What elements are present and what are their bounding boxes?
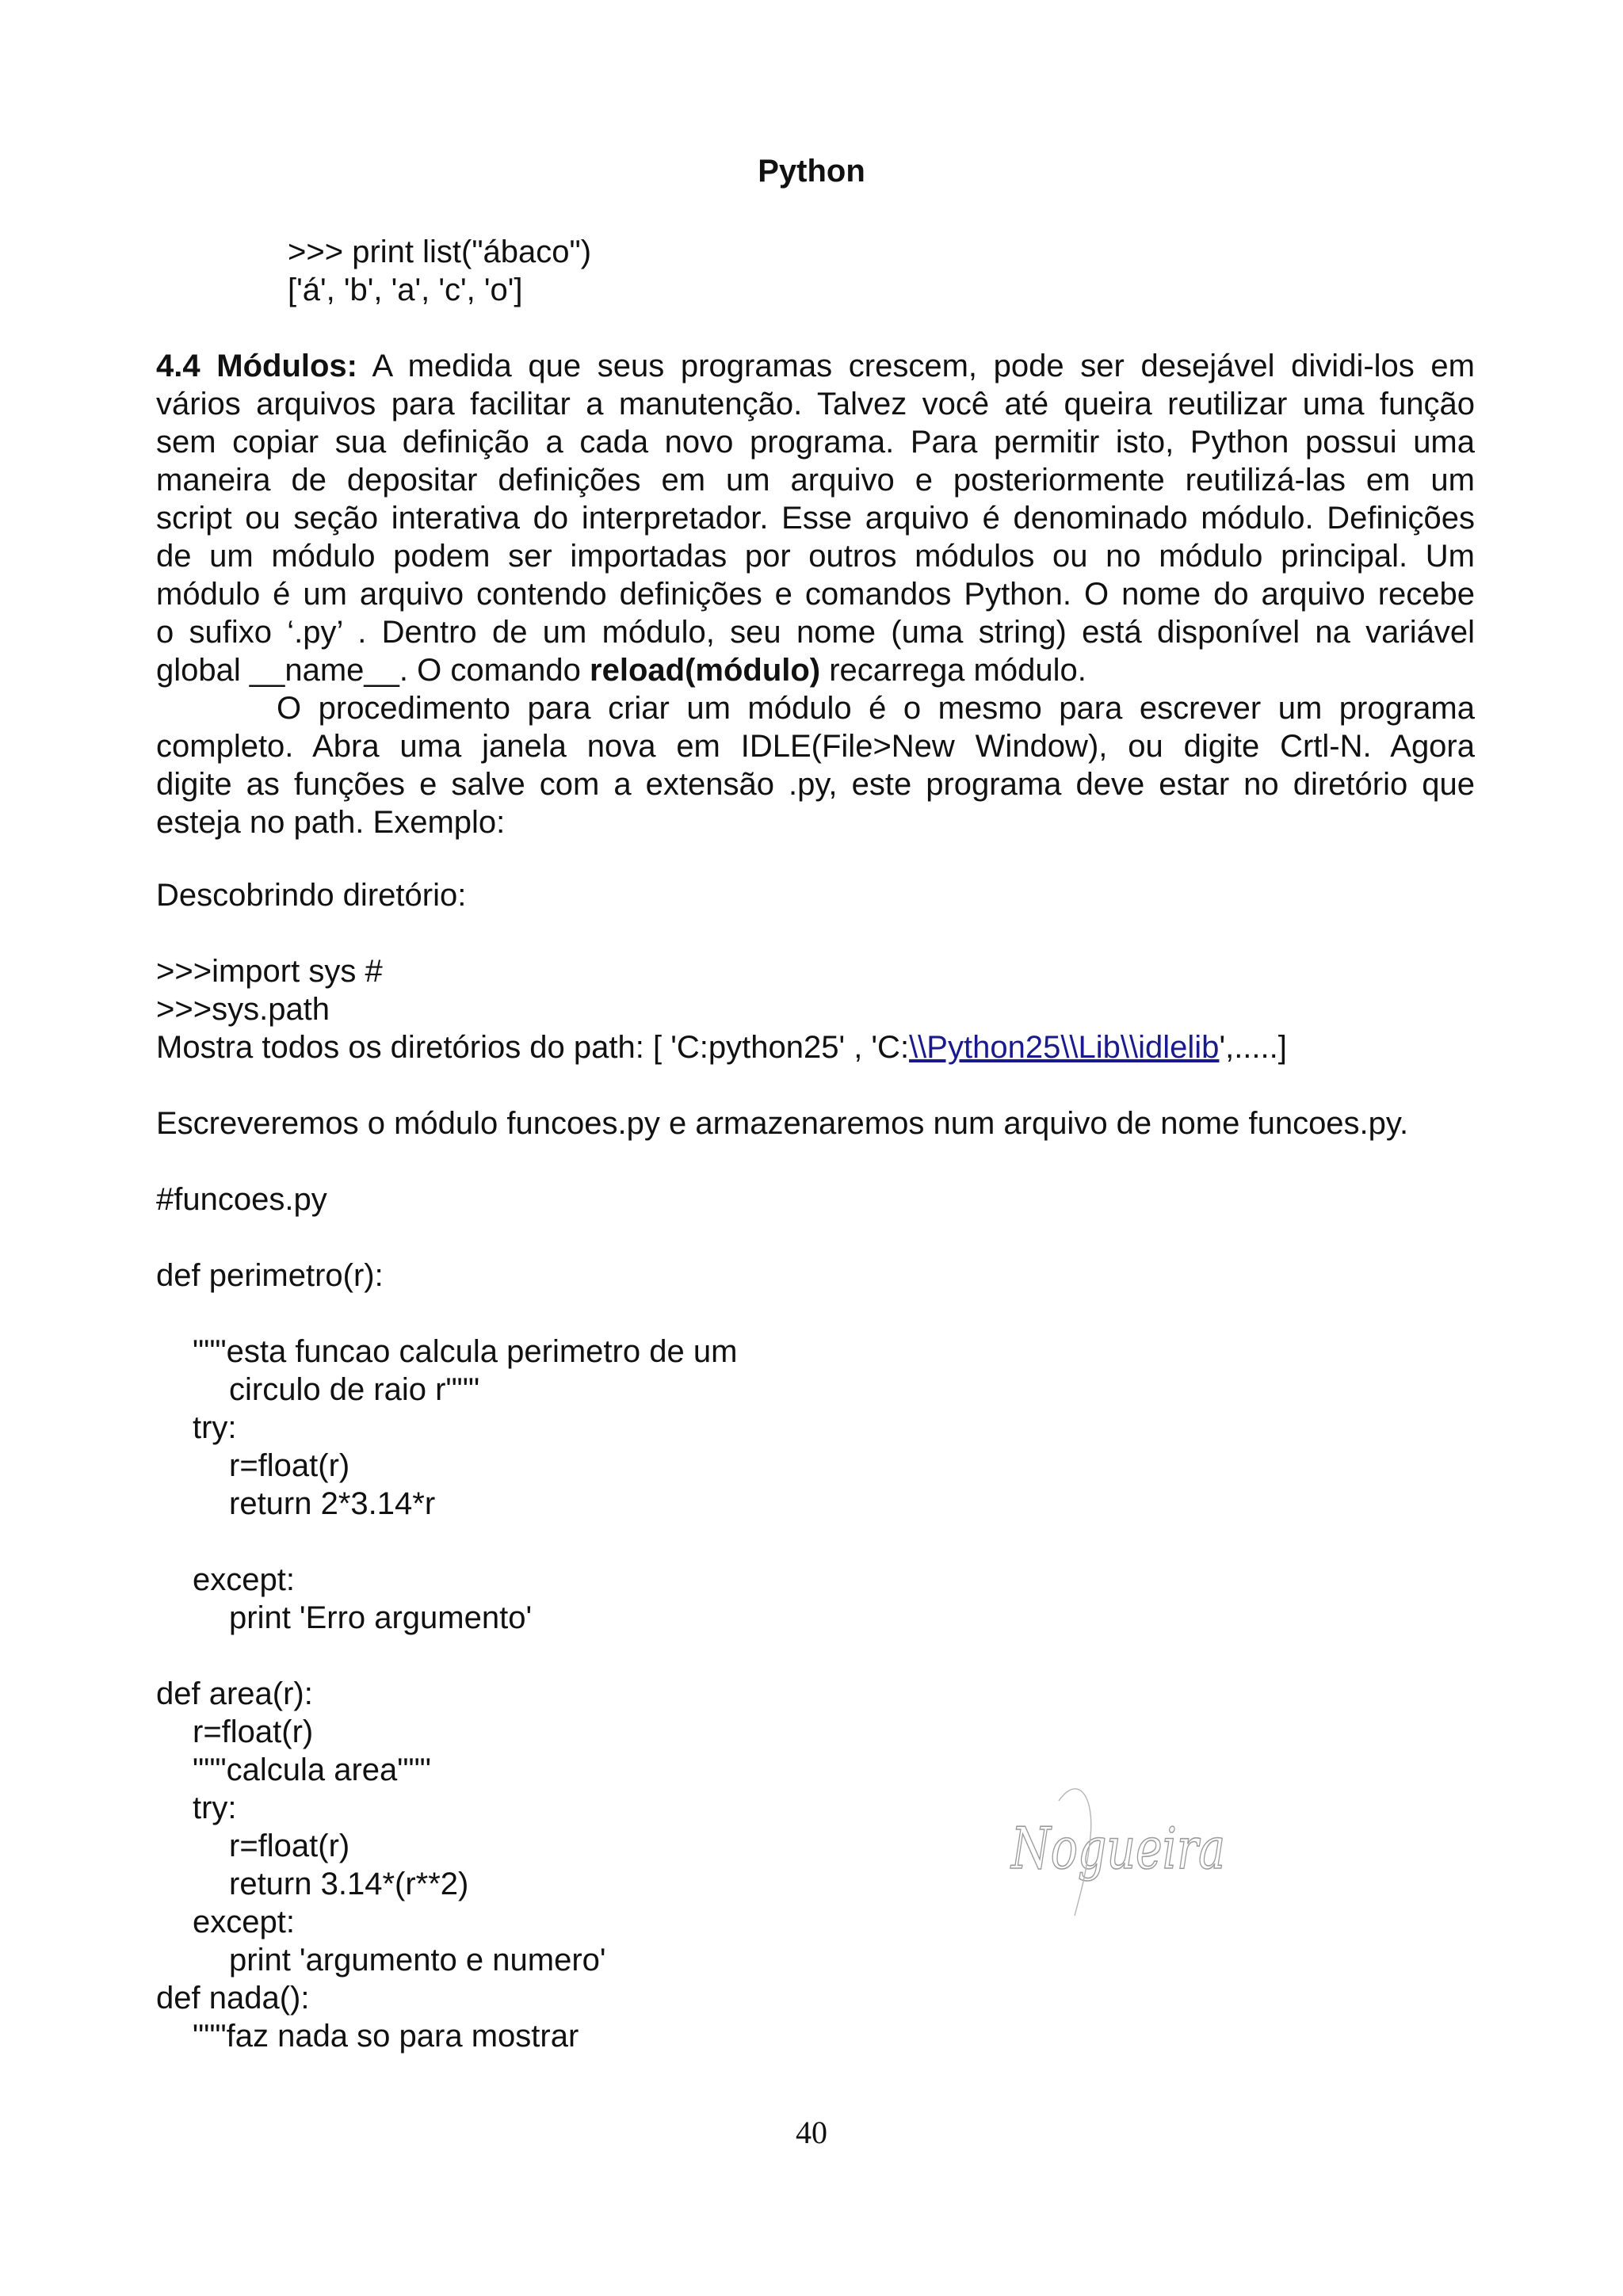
page-title: Python	[758, 154, 865, 189]
code-line: def perimetro(r):	[156, 1258, 384, 1293]
code-line: def area(r):	[156, 1676, 313, 1711]
paragraph-line: módulo é um arquivo contendo definições e comandos Python. O nome do arquivo recebe	[156, 577, 1475, 612]
paragraph-line: O procedimento para criar um módulo é o mesmo para escrever um programa	[277, 691, 1475, 726]
paragraph-line: vários arquivos para facilitar a manutenção. Talvez você até queira reutilizar uma função	[156, 387, 1475, 421]
directory-label: Descobrindo diretório:	[156, 878, 467, 913]
paragraph-line: completo. Abra uma janela nova em IDLE(File>New Window), ou digite Crtl-N. Agora	[156, 729, 1475, 764]
example-code-line: >>> print list("ábaco")	[288, 235, 592, 269]
signature-text: Nogueira	[1010, 1815, 1225, 1882]
path-text: Mostra todos os diretórios do path: [ 'C:python25' , 'C:	[156, 1030, 910, 1065]
code-line: try:	[193, 1791, 237, 1825]
code-line: r=float(r)	[193, 1714, 314, 1749]
code-line: except:	[193, 1562, 295, 1597]
paragraph-line: sem copiar sua definição a cada novo programa. Para permitir isto, Python possui uma	[156, 425, 1475, 460]
paragraph-line	[156, 651, 1475, 689]
code-line: circulo de raio r"""	[229, 1372, 480, 1407]
idlelib-link[interactable]: \\Python25\\Lib\\idlelib	[909, 1030, 1220, 1065]
code-line: return 2*3.14*r	[229, 1486, 436, 1521]
code-line: print 'Erro argumento'	[229, 1600, 533, 1635]
paragraph-line: maneira de depositar definições em um arquivo e posteriormente reutilizá-las em um	[156, 463, 1475, 498]
code-line: r=float(r)	[229, 1829, 350, 1863]
page-number: 40	[796, 2115, 827, 2150]
path-output-line	[156, 1028, 1287, 1066]
reload-command: reload(módulo)	[590, 653, 821, 688]
code-line: def nada():	[156, 1981, 310, 2016]
paragraph-text: recarrega módulo.	[820, 653, 1086, 688]
paragraph-line: script ou seção interativa do interpretador. Esse arquivo é denominado módulo. Definições	[156, 501, 1475, 536]
code-line: >>>sys.path	[156, 992, 330, 1027]
module-intro: Escreveremos o módulo funcoes.py e armazenaremos num arquivo de nome funcoes.py.	[156, 1106, 1409, 1141]
paragraph-line: esteja no path. Exemplo:	[156, 805, 506, 840]
section-heading: 4.4 Módulos:	[156, 349, 357, 383]
paragraph-line: o sufixo ‘.py’ . Dentro de um módulo, seu nome (uma string) está disponível na variável	[156, 615, 1475, 650]
code-line: print 'argumento e numero'	[229, 1943, 606, 1978]
example-output-line: ['á', 'b', 'a', 'c', 'o']	[288, 273, 523, 307]
code-line: except:	[193, 1905, 295, 1939]
code-line: >>>import sys #	[156, 954, 383, 989]
code-line: try:	[193, 1410, 237, 1445]
paragraph-line	[156, 347, 1475, 385]
paragraph-text: A medida que seus programas crescem, pode ser desejável dividi-los em	[357, 349, 1475, 383]
code-line: """faz nada so para mostrar	[193, 2019, 579, 2054]
section-paragraph	[156, 347, 1475, 841]
code-comment: #funcoes.py	[156, 1182, 327, 1217]
paragraph-line: de um módulo podem ser importadas por outros módulos ou no módulo principal. Um	[156, 539, 1475, 574]
code-line: """esta funcao calcula perimetro de um	[193, 1334, 738, 1369]
code-line: r=float(r)	[229, 1448, 350, 1483]
paragraph-text: global __name__. O comando	[156, 653, 590, 688]
code-line: return 3.14*(r**2)	[229, 1867, 469, 1901]
signature-watermark	[1003, 1765, 1241, 1924]
paragraph-line: digite as funções e salve com a extensão .py, este programa deve estar no diretório que	[156, 767, 1475, 802]
path-text: ',.....]	[1219, 1030, 1287, 1065]
code-line: """calcula area"""	[193, 1753, 431, 1787]
